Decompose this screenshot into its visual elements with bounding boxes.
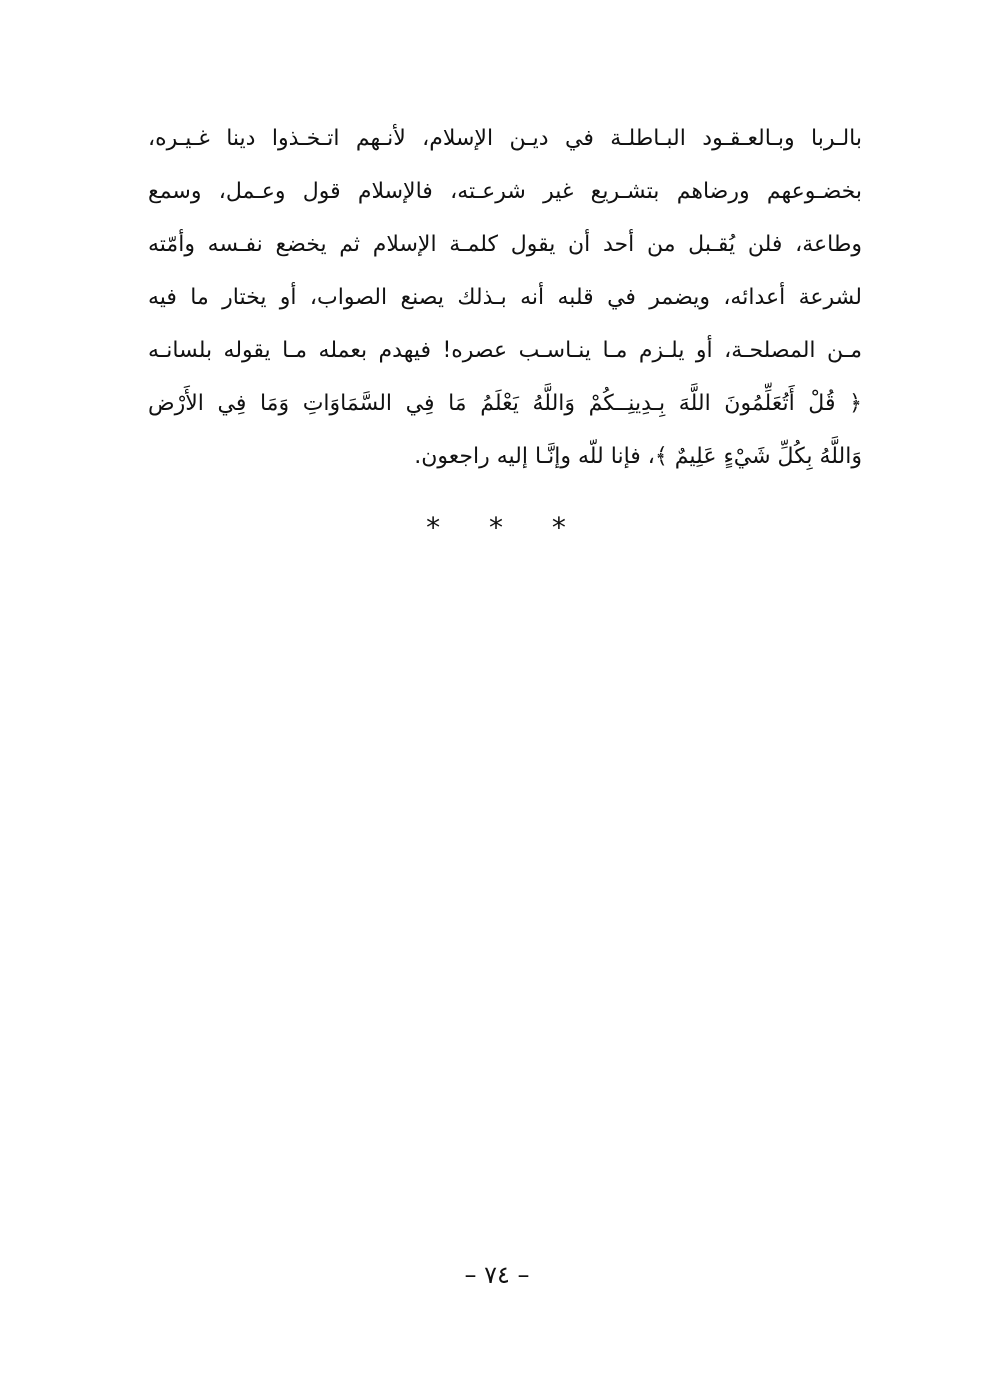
- text-line: لشرعة أعدائه، ويضمر في قلبه أنه بـذلك يصنع الصواب، أو يختار ما فيه: [148, 285, 862, 310]
- section-divider: [0, 508, 994, 548]
- text-line: وَاللَّهُ بِكُلِّ شَيْءٍ عَلِيمٌ ﴾، فإنا للّه وإنَّـا إليه راجعون.: [414, 444, 862, 469]
- text-line: بخضـوعهم ورضاهم بتشـريع غير شرعـته، فالإسلام قول وعـمل، وسمع: [148, 179, 862, 204]
- page-number: – ٧٤ –: [464, 1261, 530, 1289]
- text-line: مـن المصلحـة، أو يلـزم مـا ينـاسـب عصره! فيهدم بعمله مـا يقوله بلسانـه: [148, 338, 862, 363]
- quran-verse-line: ﴿ قُلْ أَتُعَلِّمُونَ اللَّهَ بِـدِينِــكُمْ وَاللَّهُ يَعْلَمُ مَا فِي السَّمَاوَاتِ وَمَا فِي الأَرْض: [148, 391, 862, 416]
- text-line: بالـربا وبـالعـقـود البـاطلـة في ديـن الإسلام، لأنـهم اتـخـذوا دينا غـيـره،: [148, 126, 862, 151]
- body-text: [148, 112, 862, 483]
- asterisk-ornament: *: [426, 511, 443, 544]
- asterisk-ornament: *: [551, 511, 568, 544]
- asterisk-ornament: *: [489, 511, 505, 544]
- text-line: وطاعة، فلن يُقـبل من أحد أن يقول كلمـة الإسلام ثم يخضع نفـسه وأمّته: [148, 232, 862, 257]
